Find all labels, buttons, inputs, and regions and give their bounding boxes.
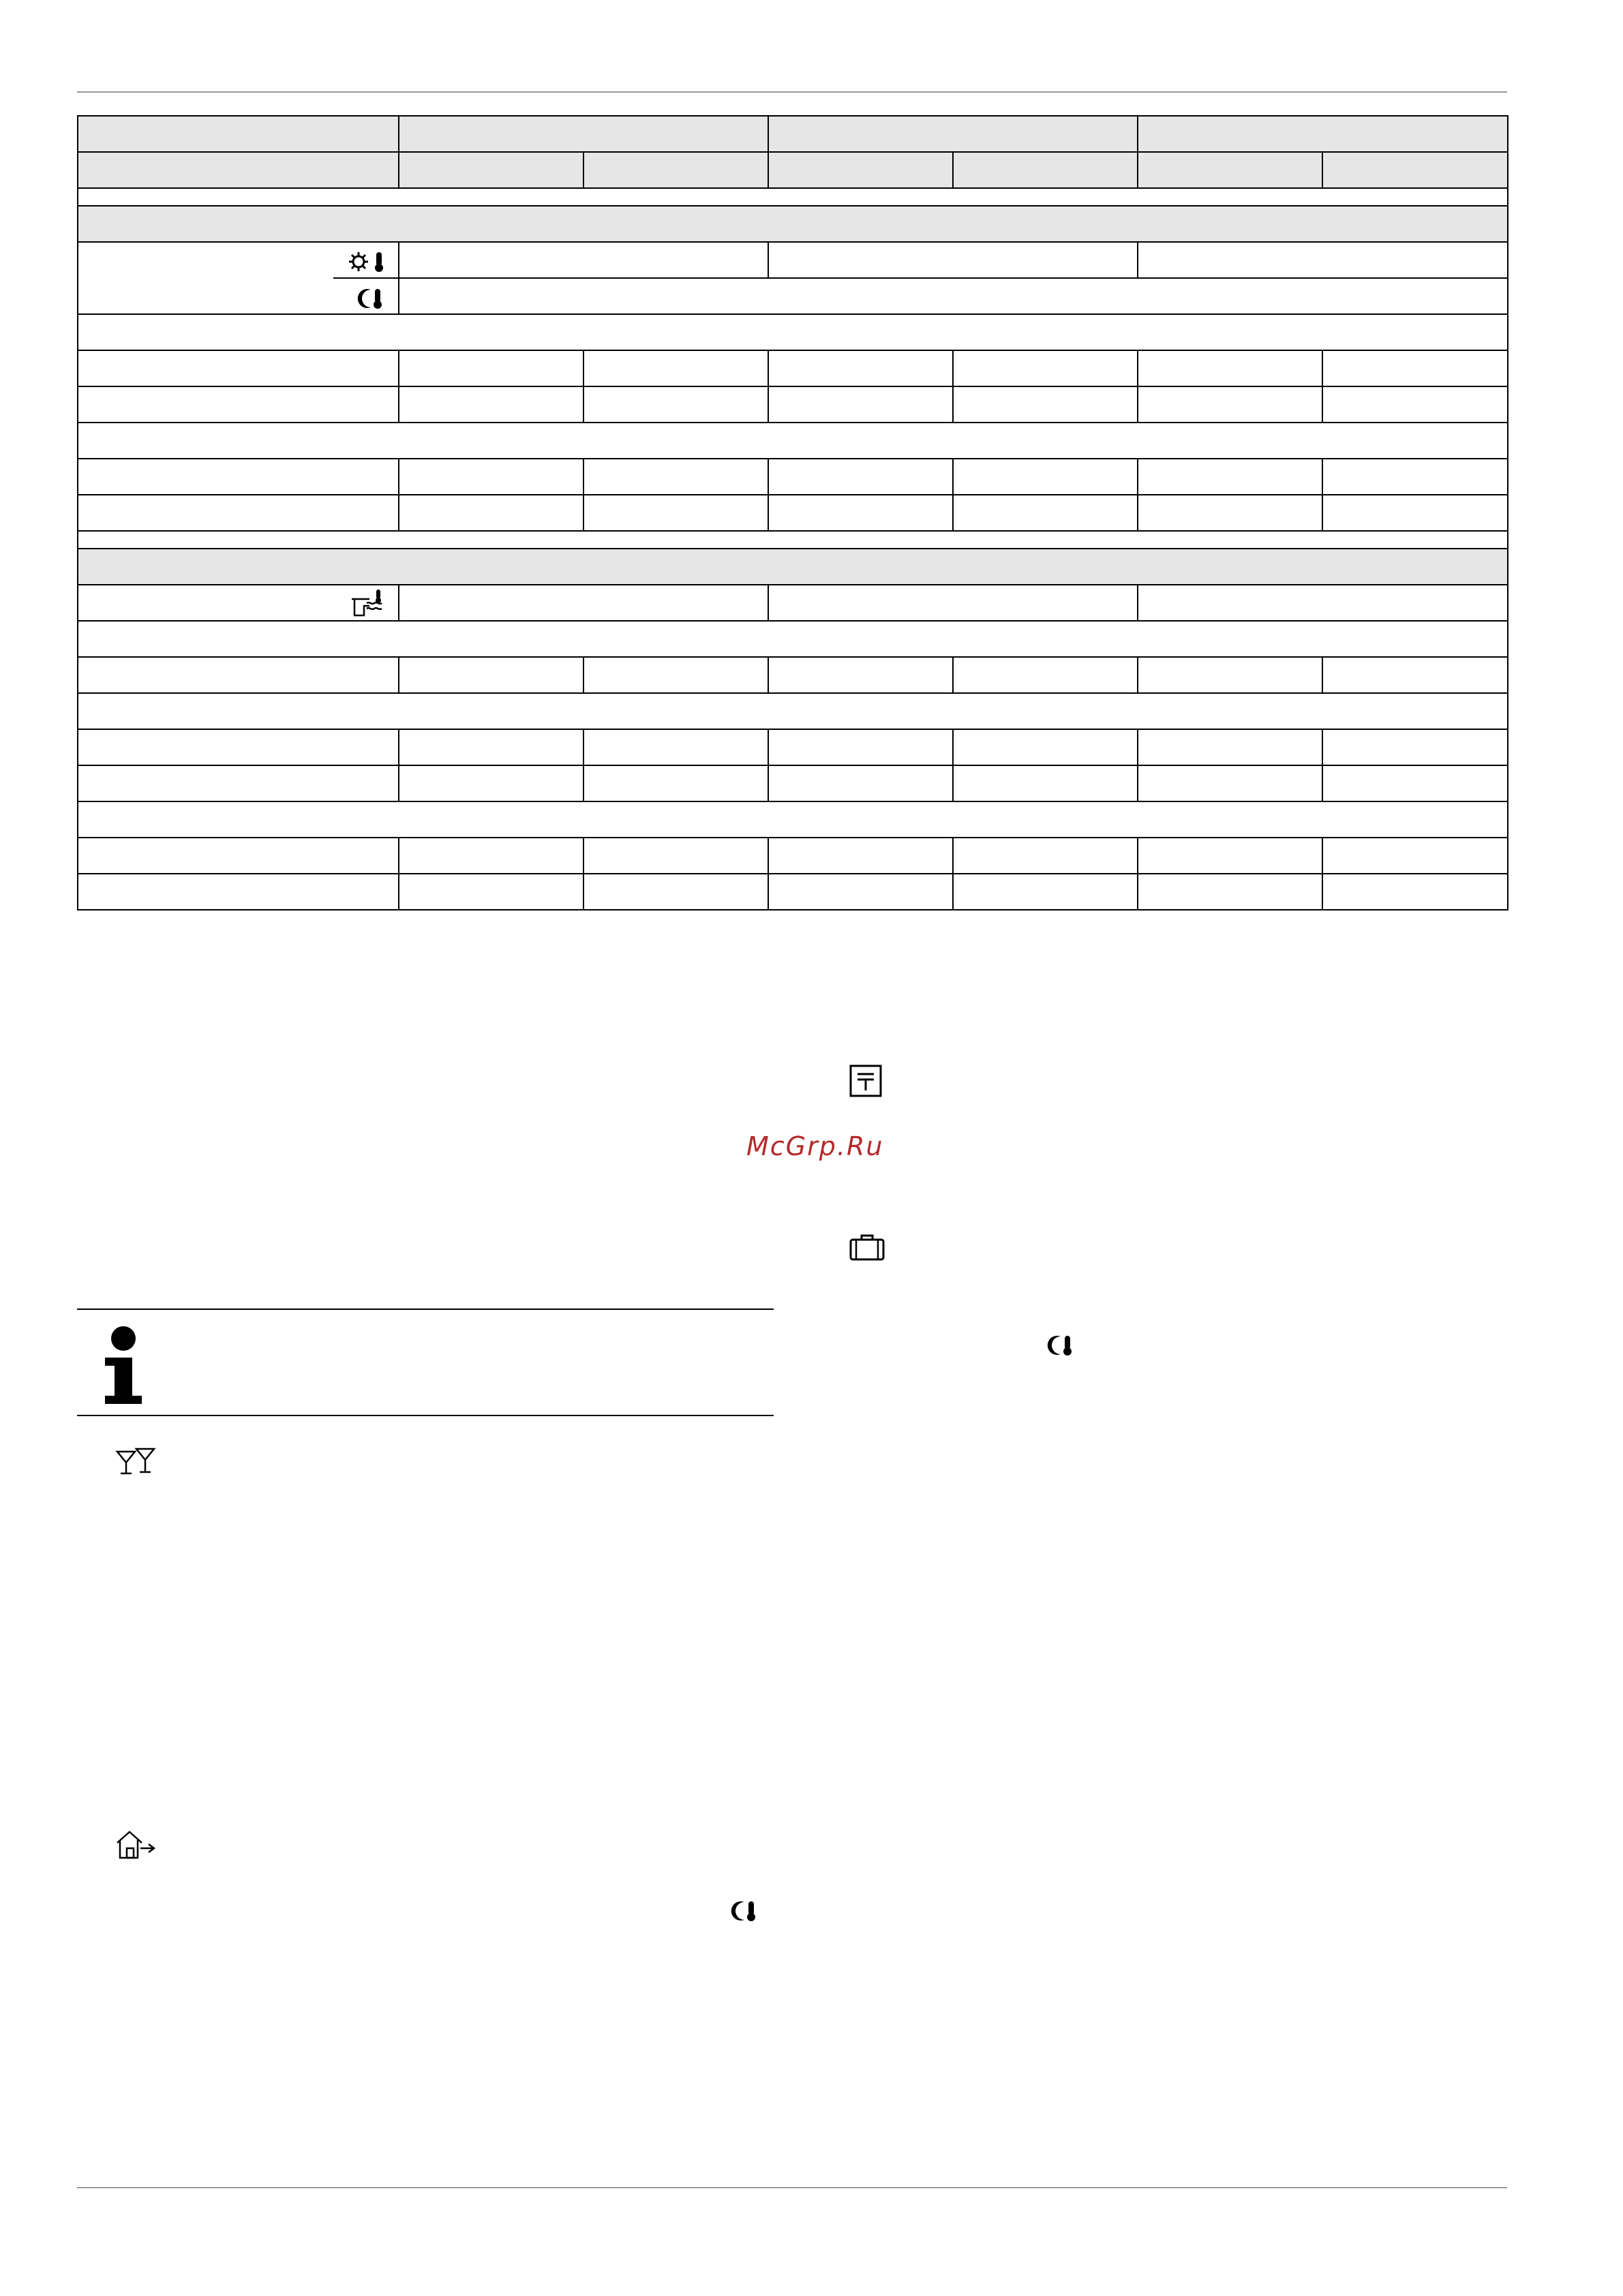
moon-thermometer-icon [356, 288, 386, 309]
bottom-rule [77, 2187, 1507, 2188]
top-rule [77, 91, 1507, 93]
header-cell [1138, 116, 1508, 152]
header-cell [768, 116, 1138, 152]
calendar-day-icon [849, 1065, 882, 1097]
table-row [78, 585, 1508, 621]
header-cell [1138, 152, 1322, 188]
table-cell [1138, 242, 1508, 278]
moon-thermometer-icon [1046, 1334, 1076, 1356]
suitcase-icon [849, 1234, 885, 1261]
table-cell [399, 585, 768, 621]
table-cell [78, 423, 1508, 459]
header-cell [399, 116, 768, 152]
icon-label-cell [78, 242, 399, 314]
spacer-row [78, 188, 1508, 206]
header-cell [953, 152, 1138, 188]
table-cell [78, 621, 1508, 657]
table-row [78, 729, 1508, 765]
group-row [78, 621, 1508, 657]
table-cell [1138, 585, 1508, 621]
table-header-row [78, 116, 1508, 152]
table-cell [78, 801, 1508, 838]
section-header-cell [78, 549, 1508, 585]
header-cell [399, 152, 583, 188]
table-cell [78, 314, 1508, 350]
cocktail-glasses-icon [115, 1448, 158, 1478]
table-subheader-row [78, 152, 1508, 188]
table-row [78, 386, 1508, 423]
table-cell [399, 278, 1508, 314]
header-cell [583, 152, 768, 188]
header-cell [768, 152, 953, 188]
settings-table [77, 115, 1508, 910]
section-header-row [78, 549, 1508, 585]
header-cell [1322, 152, 1508, 188]
info-box-top-rule [77, 1308, 774, 1310]
table-cell [78, 693, 1508, 729]
table-row [78, 765, 1508, 801]
info-box-bottom-rule [77, 1415, 774, 1416]
info-icon [101, 1325, 146, 1405]
table-row [78, 242, 1508, 278]
hot-water-tap-icon [349, 590, 386, 617]
table-row [78, 459, 1508, 495]
section-header-row [78, 206, 1508, 242]
table-cell [768, 242, 1138, 278]
header-cell [78, 116, 399, 152]
spacer-row [78, 531, 1508, 549]
icon-label-cell [78, 585, 399, 621]
table-row [78, 874, 1508, 910]
table-row [78, 495, 1508, 531]
house-leave-icon [115, 1829, 160, 1861]
table-cell [768, 585, 1138, 621]
moon-thermometer-icon [729, 1900, 759, 1922]
group-row [78, 423, 1508, 459]
table-row [78, 350, 1508, 386]
group-row [78, 314, 1508, 350]
table-cell [399, 242, 768, 278]
section-header-cell [78, 206, 1508, 242]
group-row [78, 801, 1508, 838]
table-cell [78, 531, 1508, 549]
sun-thermometer-icon [348, 251, 386, 273]
header-cell [78, 152, 399, 188]
cell-divider [333, 277, 398, 279]
table-cell [78, 188, 1508, 206]
table-row [78, 838, 1508, 874]
group-row [78, 693, 1508, 729]
table-row [78, 657, 1508, 693]
watermark: McGrp.Ru [746, 1131, 884, 1161]
